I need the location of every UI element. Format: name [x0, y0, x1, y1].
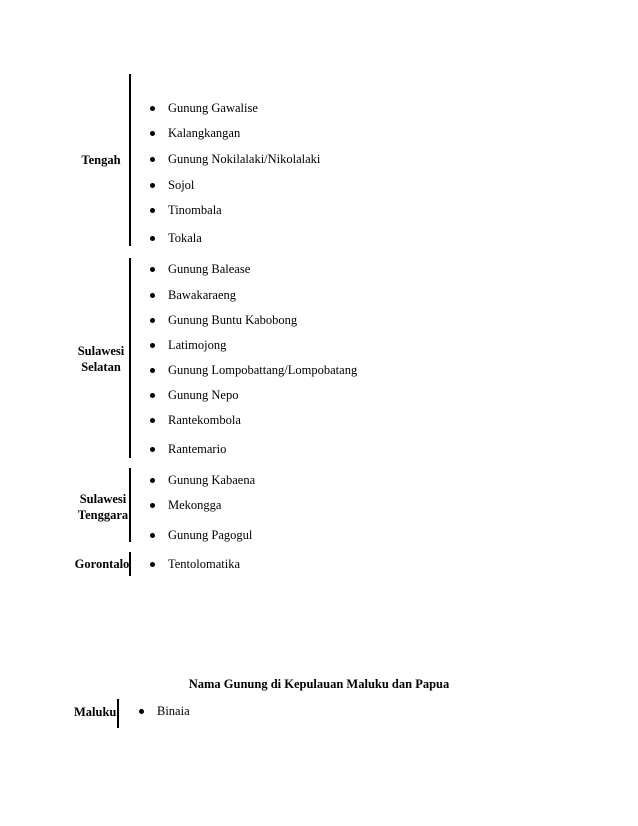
peak-item: Gunung Pagogul	[168, 528, 253, 542]
bullet-icon	[150, 503, 155, 508]
peak-item: Kalangkangan	[168, 126, 241, 140]
section-divider-sulawesi-selatan	[129, 258, 131, 458]
bullet-icon	[150, 533, 155, 538]
bullet-icon	[150, 157, 155, 162]
peak-item: Gunung Buntu Kabobong	[168, 313, 298, 327]
peak-item: Tinombala	[168, 203, 222, 217]
bullet-icon	[150, 393, 155, 398]
section-divider-tengah	[129, 74, 131, 246]
bullet-icon	[150, 478, 155, 483]
peak-item: Bawakaraeng	[168, 288, 237, 302]
peak-item: Latimojong	[168, 338, 227, 352]
bullet-icon	[150, 267, 155, 272]
peak-item: Gunung Lompobattang/Lompobatang	[168, 363, 358, 377]
region-label-tengah: Tengah	[81, 153, 121, 167]
peak-item: Sojol	[168, 178, 195, 192]
bullet-icon	[150, 562, 155, 567]
peak-item: Gunung Kabaena	[168, 473, 256, 487]
region-label-gorontalo: Gorontalo	[74, 557, 130, 571]
region-label-sulawesi-selatan: Sulawesi Selatan	[77, 344, 125, 374]
peak-item: Binaia	[157, 704, 190, 718]
bullet-icon	[150, 343, 155, 348]
peak-item: Rantemario	[168, 442, 227, 456]
bullet-icon	[150, 236, 155, 241]
peak-item: Rantekombola	[168, 413, 241, 427]
region-label-sulawesi-tenggara: Sulawesi Tenggara	[77, 492, 129, 522]
bullet-icon	[150, 368, 155, 373]
region-label-maluku: Maluku	[74, 705, 117, 719]
bullet-icon	[150, 106, 155, 111]
section-divider-maluku	[117, 699, 119, 728]
bullet-icon	[150, 318, 155, 323]
bullet-icon	[150, 447, 155, 452]
peak-item: Gunung Gawalise	[168, 101, 258, 115]
peak-item: Gunung Balease	[168, 262, 251, 276]
bullet-icon	[150, 418, 155, 423]
peak-item: Tentolomatika	[168, 557, 241, 571]
bullet-icon	[150, 208, 155, 213]
peak-item: Tokala	[168, 231, 202, 245]
bullet-icon	[150, 183, 155, 188]
section-heading-maluku-papua: Nama Gunung di Kepulauan Maluku dan Papua	[188, 677, 450, 691]
peak-item: Gunung Nepo	[168, 388, 239, 402]
peak-item: Mekongga	[168, 498, 222, 512]
bullet-icon	[150, 293, 155, 298]
peak-item: Gunung Nokilalaki/Nikolalaki	[168, 152, 321, 166]
bullet-icon	[139, 709, 144, 714]
bullet-icon	[150, 131, 155, 136]
